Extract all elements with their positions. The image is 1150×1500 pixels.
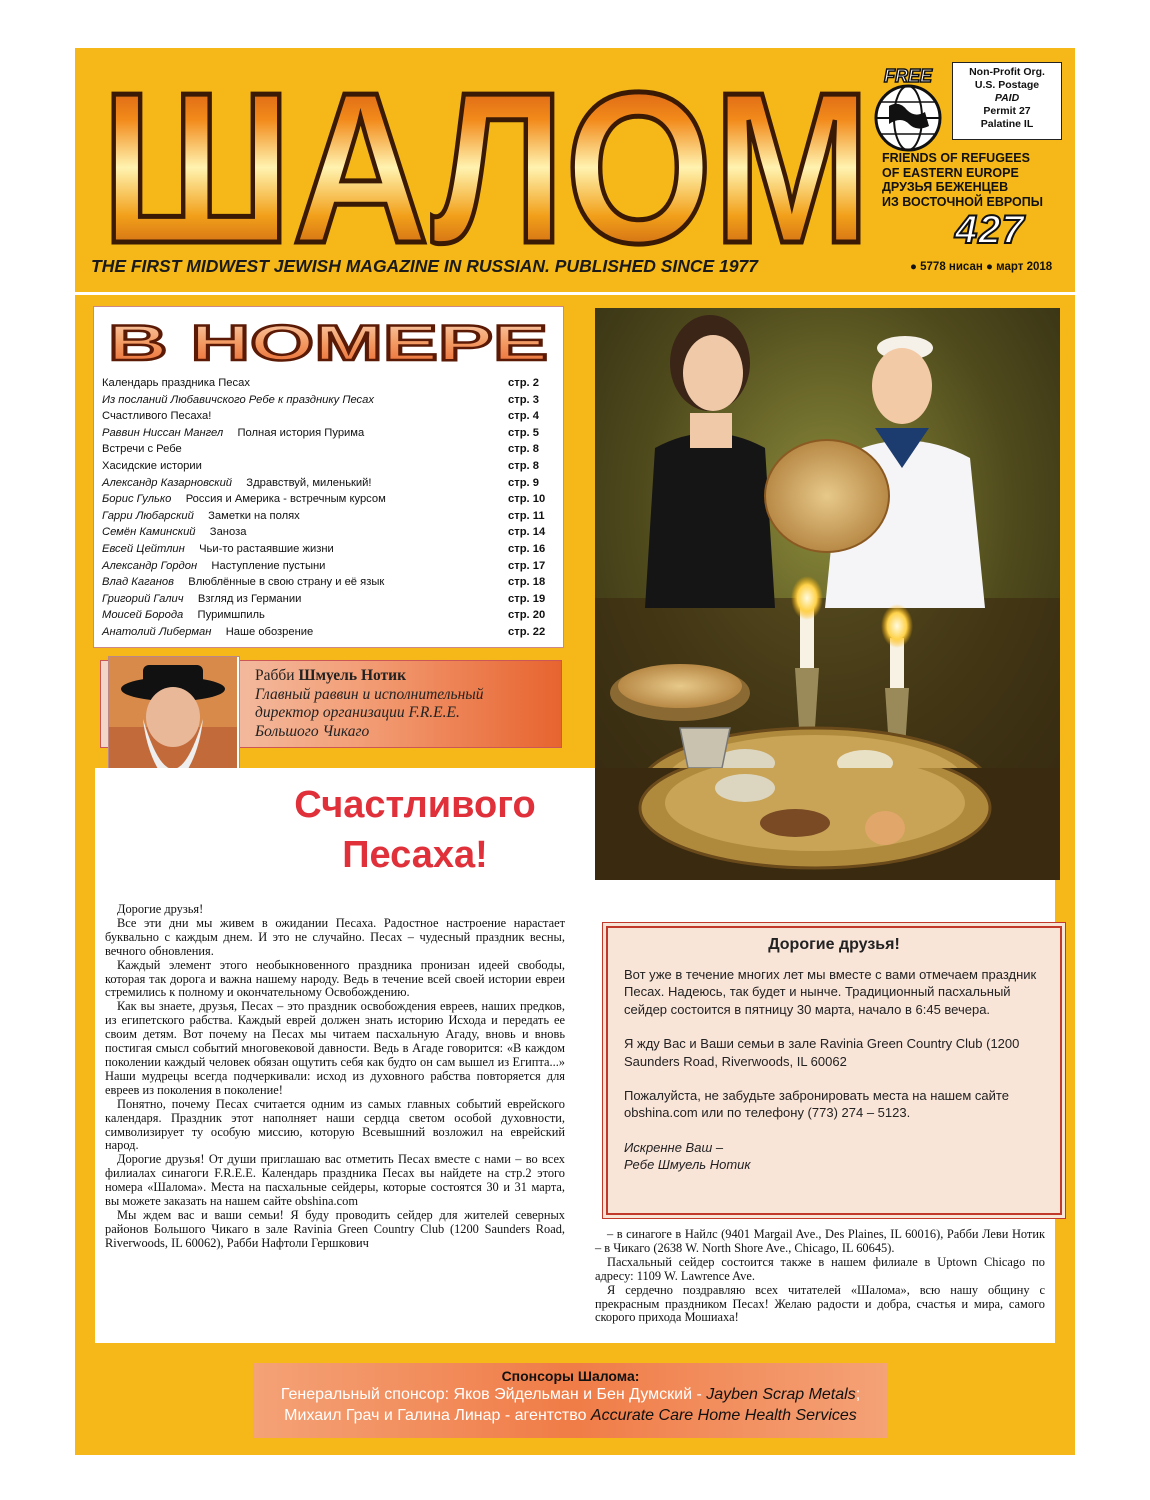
contents-title-text: Встречи с Ребе: [102, 443, 182, 456]
contents-author: Моисей Борода: [102, 609, 184, 622]
rabbi-name: Шмуель Нотик: [298, 667, 407, 684]
contents-title-text: Хасидские истории: [102, 459, 202, 472]
article-paragraph: – в синагоге в Найлс (9401 Margail Ave., Des Plaines, IL 60016), Рабби Леви Нотик – в Чикаго (2638 W. North Shore Ave., Chicago, IL 60645).: [595, 1227, 1045, 1255]
svg-text:В НОМЕРЕ: В НОМЕРЕ: [108, 315, 548, 369]
contents-item-text: [102, 624, 313, 641]
contents-item-text: [102, 558, 325, 575]
contents-page: стр. 3: [508, 393, 539, 406]
postage-line: Palatine IL: [980, 118, 1034, 130]
contents-item-text: [102, 607, 265, 624]
contents-author: Раввин Ниссан Мангел: [102, 426, 224, 439]
contents-page: стр. 9: [508, 476, 539, 489]
contents-item-text: [102, 441, 182, 458]
contents-title-text: Полная история Пурима: [223, 426, 365, 439]
masthead-title-text: ШАЛОМ: [101, 62, 871, 267]
contents-item: [102, 392, 552, 409]
masthead-title: [93, 62, 873, 267]
article-paragraph: Пасхальный сейдер состоится также в нашем филиале в Uptown Chicago по адресу: 1109 W. Lawrence Ave.: [595, 1254, 1045, 1283]
greeting-box: [606, 926, 1062, 1215]
contents-author: Гарри Любарский: [102, 509, 194, 522]
sponsor-line: [253, 1384, 888, 1405]
contents-item: [102, 508, 552, 525]
contents-item: [102, 607, 552, 624]
article-paragraph: Понятно, почему Песах считается одним из самых главных событий еврейского календаря. Праздник этот наполняет наши сердца светом особой духовности, символизирует ту особую миссию, которую Всевышний возложил на еврейский народ.: [105, 1096, 565, 1153]
contents-item-text: [102, 508, 300, 525]
contents-item: [102, 458, 552, 475]
contents-item-text: [102, 524, 246, 541]
sponsors-box: [253, 1363, 888, 1438]
contents-author: Анатолий Либерман: [102, 625, 212, 638]
contents-item-text: [102, 541, 334, 558]
contents-page: стр. 22: [508, 625, 546, 638]
contents-author: Александр Казарновский: [102, 476, 233, 489]
org-line: OF EASTERN EUROPE: [882, 165, 1019, 180]
contents-author: Семён Каминский: [102, 526, 196, 539]
contents-item: [102, 524, 552, 541]
article-paragraph: Дорогие друзья! От души приглашаю вас отметить Песах вместе с нами – во всех филиалах синагоги F.R.E.E. Календарь праздника Песах вы найдете на стр.2 этого номера «Шалома». Места на пасхальные сейдеры, которые состоятся 30 и 31 марта, вы можете заказать на нашем сайте obshina.com: [105, 1152, 565, 1209]
contents-item-text: [102, 408, 211, 425]
contents-item-text: [102, 392, 374, 409]
contents-page: стр. 5: [508, 426, 539, 439]
contents-item-text: [102, 375, 250, 392]
rabbi-role-line: Главный раввин и исполнительный: [255, 685, 484, 703]
article-paragraph: Все эти дни мы живем в ожидании Песаха. Радостное настроение нарастает буквально с каждым днем. И это не случайно. Песах – чудесный праздник весны, вечного обновления.: [105, 915, 565, 958]
contents-list: [102, 375, 552, 641]
contents-item: [102, 591, 552, 608]
article-paragraph: Я сердечно поздравляю всех читателей «Шалома», всю нашу общину с прекрасным праздником Песах! Желаю радости и добра, счастья и мира, самого скорого прихода Мошиаха!: [595, 1282, 1045, 1325]
issue-number: 427: [955, 208, 1025, 252]
article-left-column: [105, 903, 565, 1251]
sponsor-text: Михаил Грач и Галина Линар - агентство: [284, 1407, 591, 1424]
rabbi-caption: [255, 667, 484, 741]
free-globe-logo: [867, 62, 949, 154]
sponsor-text: Генеральный спонсор: Яков Эйдельман и Бен Думский -: [280, 1386, 707, 1403]
contents-title-text: Заноза: [195, 526, 247, 539]
rabbi-prefix: Рабби: [255, 667, 299, 684]
article-right-column: [595, 1228, 1045, 1325]
contents-item-text: [102, 458, 202, 475]
article-paragraph: Как вы знаете, друзья, Песах – это праздник освобождения евреев, наших предков, из египетского рабства. Каждый еврей должен знать историю Исхода и передать ее своим детям. Вот почему на Песах мы читаем пасхальную Агаду, вновь и вновь постигая смысл событий многовековой давности. Ведь в Агаде говорится: «В каждом поколении каждый человек обязан ощутить себя как будто он сам вышел из Египта...» Наши мудрецы всегда подчеркивали: исход из духовного рабства повторяется для евреев из поколения в поколение!: [105, 999, 565, 1097]
contents-title-text: Заметки на полях: [193, 509, 300, 522]
org-line: ДРУЗЬЯ БЕЖЕНЦЕВ: [882, 180, 1009, 194]
article-paragraph: Дорогие друзья!: [117, 902, 204, 916]
contents-box: [93, 306, 564, 648]
contents-item-text: [102, 475, 372, 492]
contents-item: [102, 475, 552, 492]
organization-name: [882, 151, 1043, 209]
contents-author: Борис Гулько: [102, 493, 172, 506]
article-paragraph: Каждый элемент этого необыкновенного праздника пронизан идеей свободы, которая так дорога и важна нашему народу. Ведь в течение всей своей истории евреи стремились к полному и окончательному Освобождению.: [105, 957, 565, 1000]
contents-item: [102, 491, 552, 508]
sponsor-company: Accurate Care Home Health Services: [590, 1407, 857, 1424]
greeting-paragraph: Вот уже в течение многих лет мы вместе с вами отмечаем праздник Песах. Надеюсь, так будет и нынче. Традиционный пасхальный сейдер состоится в пятницу 30 марта, начало в 6:45 вечера.: [624, 967, 1037, 1017]
contents-item-text: [102, 574, 384, 591]
contents-title-text: Наступление пустыни: [197, 559, 326, 572]
postage-line: Permit 27: [983, 105, 1031, 117]
contents-item: [102, 624, 552, 641]
contents-item-text: [102, 491, 386, 508]
contents-title-text: Влюблённые в свою страну и её язык: [173, 576, 385, 589]
tagline: THE FIRST MIDWEST JEWISH MAGAZINE IN RUSSIAN. PUBLISHED SINCE 1977: [91, 256, 759, 276]
contents-page: стр. 11: [508, 509, 545, 522]
headline-line: Счастливого: [294, 784, 536, 826]
contents-page: стр. 8: [508, 459, 539, 472]
greeting-paragraph: Пожалуйста, не забудьте забронировать места на нашем сайте obshina.com или по телефону (773) 274 – 5123.: [624, 1088, 1009, 1121]
contents-page: стр. 16: [508, 542, 546, 555]
sponsor-company: Jayben Scrap Metals: [706, 1386, 856, 1403]
contents-page: стр. 20: [508, 609, 546, 622]
svg-text:FREE: FREE: [883, 66, 933, 86]
rabbi-role-line: директор организации F.R.E.E.: [255, 704, 460, 721]
contents-page: стр. 19: [508, 592, 546, 605]
contents-author: Александр Гордон: [102, 559, 198, 572]
contents-title: [98, 313, 558, 369]
postage-stamp: [952, 62, 1062, 140]
contents-page: стр. 10: [508, 493, 546, 506]
greeting-title: Дорогие друзья!: [768, 936, 900, 953]
postage-line: U.S. Postage: [974, 79, 1040, 91]
postage-line: Non-Profit Org.: [969, 66, 1045, 78]
magazine-cover: [75, 48, 1075, 1455]
contents-author: Евсей Цейтлин: [102, 542, 185, 555]
rabbi-name-line: [255, 667, 484, 686]
masthead-divider: [75, 292, 1075, 295]
contents-item-text: [102, 425, 364, 442]
rabbi-role-line: Большого Чикаго: [255, 722, 370, 740]
greeting-body: [624, 966, 1044, 1174]
contents-title-text: Пуримшпиль: [183, 609, 265, 622]
issue-date: ● 5778 нисан ● март 2018: [910, 261, 1053, 273]
org-line: ИЗ ВОСТОЧНОЙ ЕВРОПЫ: [882, 194, 1043, 209]
contents-item: [102, 441, 552, 458]
contents-title-text: Взгляд из Германии: [183, 592, 302, 605]
contents-title-text: Чьи-то растаявшие жизни: [184, 542, 334, 555]
greeting-paragraph: Я жду Вас и Ваши семьи в зале Ravinia Green Country Club (1200 Saunders Road, Riverwoods, IL 60062: [624, 1036, 1020, 1069]
contents-page: стр. 14: [508, 526, 546, 539]
contents-item: [102, 375, 552, 392]
contents-title-text: Здравствуй, миленький!: [232, 476, 372, 489]
contents-title-text: Наше обозрение: [211, 625, 314, 638]
contents-page: стр. 17: [508, 559, 546, 572]
postage-paid: PAID: [994, 92, 1020, 104]
article-paragraph: Мы ждем вас и ваши семьи! Я буду проводить сейдер для жителей северных районов Большого Чикаго в зале Ravinia Green Country Club (1200 Saunders Road, Riverwoods, IL 60062), Рабби Нафтоли Гершкович: [105, 1207, 565, 1250]
contents-title-text: Счастливого Песаха!: [102, 410, 212, 423]
greeting-signature: Ребе Шмуель Нотик: [624, 1157, 751, 1173]
contents-page: стр. 2: [508, 377, 539, 389]
sponsor-line: [253, 1405, 888, 1426]
contents-page: стр. 8: [508, 443, 539, 456]
sponsors-title: Спонсоры Шалома:: [501, 1368, 640, 1384]
contents-item: [102, 425, 552, 442]
contents-item: [102, 574, 552, 591]
contents-item: [102, 558, 552, 575]
article-headline: [255, 780, 575, 880]
contents-title-text: Календарь праздника Песах: [102, 377, 250, 389]
headline-line: Песаха!: [342, 834, 488, 876]
sponsor-text: ;: [855, 1386, 861, 1403]
photo-lower-part: [595, 768, 1060, 880]
contents-item: [102, 541, 552, 558]
contents-title-text: Россия и Америка - встречным курсом: [171, 493, 386, 506]
contents-author: Из посланий Любавичского Ребе к празднику Песах: [102, 393, 374, 406]
contents-item-text: [102, 591, 301, 608]
contents-author: Влад Каганов: [102, 576, 174, 589]
contents-page: стр. 4: [508, 410, 539, 423]
contents-author: Григорий Галич: [102, 592, 184, 605]
org-line: FRIENDS OF REFUGEES: [882, 151, 1030, 165]
greeting-signature: Искренне Ваш –: [624, 1139, 724, 1155]
contents-page: стр. 18: [508, 576, 546, 589]
contents-item: [102, 408, 552, 425]
